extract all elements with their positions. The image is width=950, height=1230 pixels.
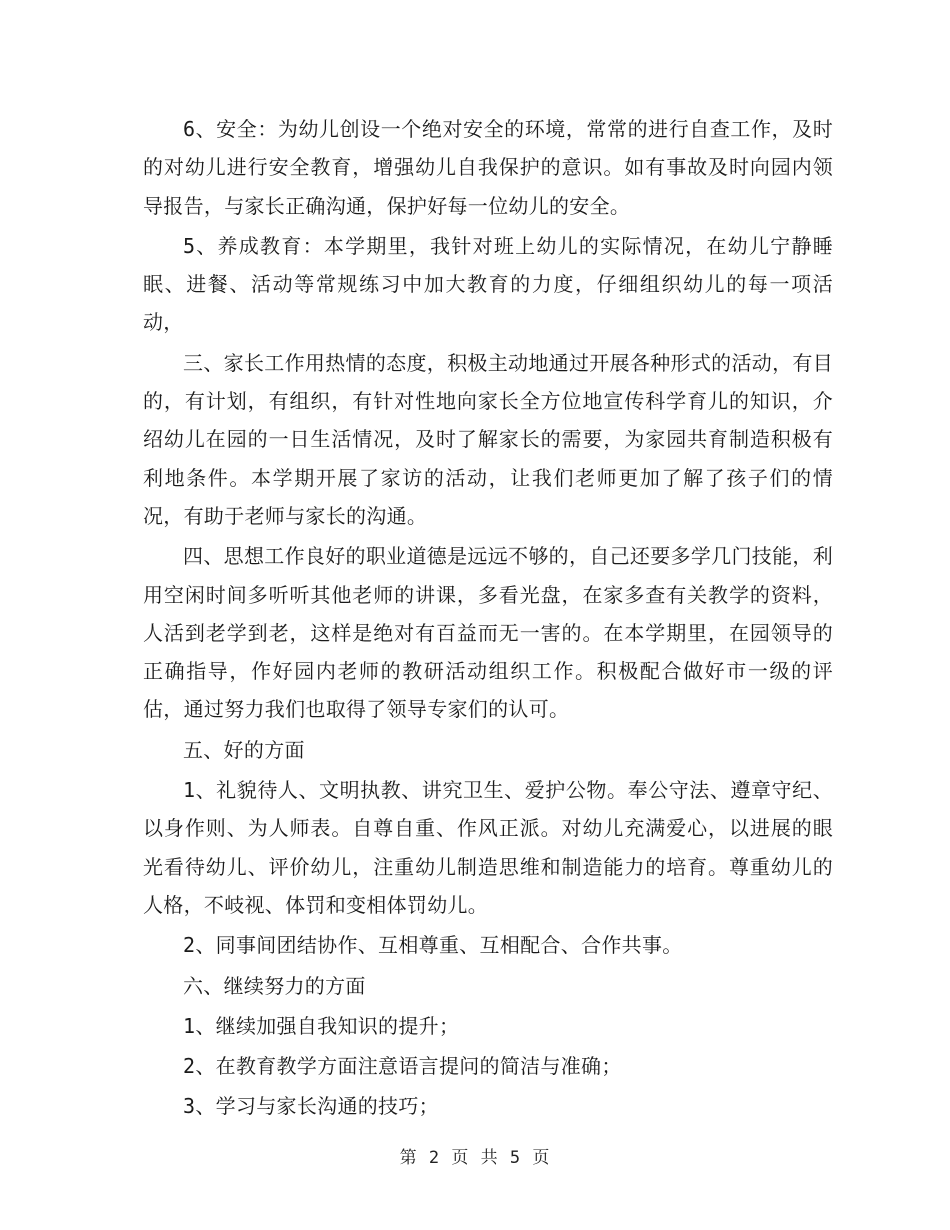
paragraph-improvement-3: 3、学习与家长沟通的技巧； <box>183 1094 439 1119</box>
paragraph-good-aspect-2: 2、同事间团结协作、互相尊重、互相配合、合作共事。 <box>183 933 683 958</box>
page-number-footer: 第 2 页 共 5 页 <box>399 1148 551 1168</box>
section-heading-good-aspects: 五、好的方面 <box>183 737 305 762</box>
paragraph-good-aspect-1: 1、礼貌待人、文明执教、讲究卫生、爱护公物。奉公守法、遵章守纪、以身作则、为人师表。自尊自重、作风正派。对幼儿充满爱心，以进展的眼光看待幼儿、评价幼儿，注重幼儿制造思维和制造能力的培育。尊重幼儿的人格，不岐视、体罚和变相体罚幼儿。 <box>143 778 833 917</box>
paragraph-ideological-work: 四、思想工作良好的职业道德是远远不够的，自己还要多学几门技能，利用空闲时间多听听其他老师的讲课，多看光盘，在家多查有关教学的资料，人活到老学到老，这样是绝对有百益而无一害的。在本学期里，在园领导的正确指导，作好园内老师的教研活动组织工作。积极配合做好市一级的评估，通过努力我们也取得了领导专家们的认可。 <box>143 544 833 722</box>
section-heading-improvement: 六、继续努力的方面 <box>183 973 366 998</box>
paragraph-habit-education: 5、养成教育：本学期里，我针对班上幼儿的实际情况，在幼儿宁静睡眠、进餐、活动等常规练习中加大教育的力度，仔细组织幼儿的每一项活动， <box>143 233 833 335</box>
paragraph-safety: 6、安全：为幼儿创设一个绝对安全的环境，常常的进行自查工作，及时的对幼儿进行安全教育，增强幼儿自我保护的意识。如有事故及时向园内领导报告，与家长正确沟通，保护好每一位幼儿的安全。 <box>143 117 833 218</box>
paragraph-improvement-2: 2、在教育教学方面注意语言提问的简洁与准确； <box>183 1054 622 1079</box>
paragraph-improvement-1: 1、继续加强自我知识的提升； <box>183 1013 460 1038</box>
paragraph-parent-work: 三、家长工作用热情的态度，积极主动地通过开展各种形式的活动，有目的，有计划，有组织，有针对性地向家长全方位地宣传科学育儿的知识，介绍幼儿在园的一日生活情况，及时了解家长的需要，为家园共育制造积极有利地条件。本学期开展了家访的活动，让我们老师更加了解了孩子们的情况，有助于老师与家长的沟通。 <box>143 350 833 528</box>
document-body <box>143 110 833 1128</box>
